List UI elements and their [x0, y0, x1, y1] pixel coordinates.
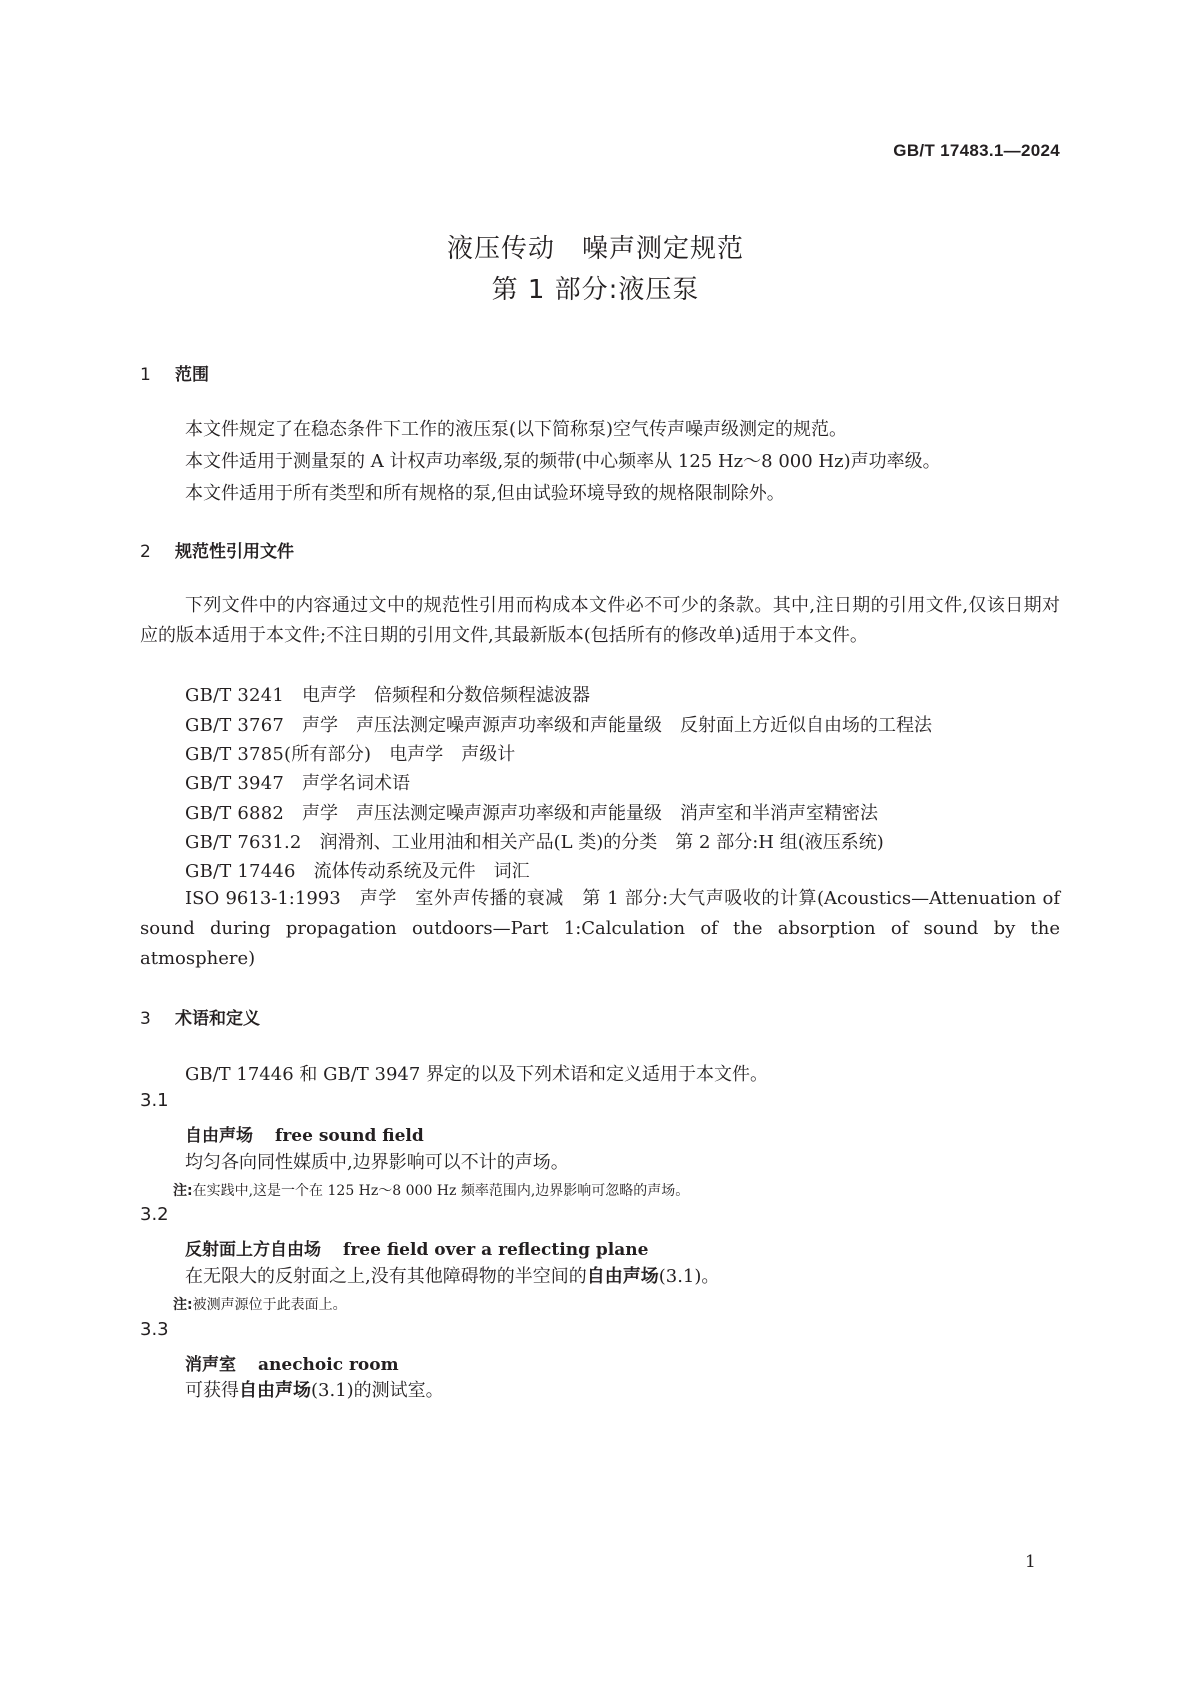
- reference-code: GB/T 6882: [185, 803, 285, 824]
- reference-title: 润滑剂、工业用油和相关产品(L 类)的分类 第 2 部分:H 组(液压系统): [319, 832, 884, 853]
- intro-paragraph: 下列文件中的内容通过文中的规范性引用而构成本文件必不可少的条款。其中,注日期的引用文件,仅该日期对应的版本适用于本文件;不注日期的引用文件,其最新版本(包括所有的修改单)适用于本文件。: [140, 595, 1060, 646]
- document-number: GB/T 17483.1—2024: [893, 141, 1060, 160]
- reference-title: 电声学 声级计: [389, 744, 516, 765]
- note: [173, 1180, 689, 1200]
- note-label: 注:: [173, 1183, 193, 1199]
- iso-reference: ISO 9613-1:1993 声学 室外声传播的衰减 第 1 部分:大气声吸收的计算(Acoustics—Attenuation of sound during propagation outdoors—Part 1:Calculation of the absorption of sound by the atmosphere): [140, 888, 1060, 969]
- term-reference: 自由声场: [239, 1380, 311, 1401]
- term-en: anechoic room: [258, 1355, 399, 1375]
- page-number: 1: [1025, 1552, 1036, 1572]
- reference-code: GB/T 3785(所有部分): [185, 744, 372, 765]
- reference-item: [185, 857, 530, 883]
- reference-item: [185, 711, 932, 737]
- reference-title: 声学名词术语: [302, 773, 411, 794]
- reference-code: GB/T 17446: [185, 861, 296, 882]
- reference-title: 电声学 倍频程和分数倍频程滤波器: [302, 685, 591, 706]
- reference-item: [185, 740, 515, 766]
- term-en: free sound field: [275, 1126, 424, 1146]
- term-zh: 消声室: [185, 1355, 236, 1375]
- term-zh: 反射面上方自由场: [185, 1240, 321, 1260]
- term-definition: 均匀各向同性媒质中,边界影响可以不计的声场。: [185, 1152, 569, 1173]
- section-3-heading: [140, 1004, 260, 1029]
- document-title-line2: 第 1 部分:液压泵: [491, 275, 700, 305]
- paragraph: 本文件规定了在稳态条件下工作的液压泵(以下简称泵)空气传声噪声级测定的规范。: [185, 419, 848, 440]
- section-1-heading: [140, 360, 209, 385]
- reference-title: 声学 声压法测定噪声源声功率级和声能量级 反射面上方近似自由场的工程法: [302, 715, 933, 736]
- term-definition: [185, 1262, 719, 1288]
- document-title-line1: 液压传动 噪声测定规范: [446, 234, 744, 264]
- reference-title: 流体传动系统及元件 词汇: [313, 861, 530, 882]
- term-reference: 自由声场: [586, 1266, 659, 1287]
- reference-item: [185, 769, 410, 795]
- note-text: 被测声源位于此表面上。: [192, 1297, 347, 1313]
- reference-code: GB/T 3767: [185, 715, 285, 736]
- term-en: free field over a reflecting plane: [343, 1240, 649, 1260]
- section-number: 2: [140, 542, 151, 562]
- clause-number: 3.3: [140, 1319, 169, 1340]
- note-label: 注:: [173, 1297, 193, 1313]
- section-2-heading: [140, 537, 294, 562]
- reference-item: [185, 828, 884, 854]
- section-title: 规范性引用文件: [175, 542, 294, 562]
- definition-text: (3.1)的测试室。: [311, 1380, 444, 1401]
- section-number: 3: [140, 1009, 151, 1029]
- paragraph: GB/T 17446 和 GB/T 3947 界定的以及下列术语和定义适用于本文件。: [185, 1064, 769, 1085]
- term-heading: [185, 1235, 648, 1260]
- definition-text: 可获得: [185, 1380, 239, 1401]
- note-text: 在实践中,这是一个在 125 Hz～8 000 Hz 频率范围内,边界影响可忽略的声场。: [192, 1183, 690, 1199]
- reference-code: GB/T 3241: [185, 685, 285, 706]
- clause-number: 3.1: [140, 1090, 169, 1111]
- term-heading: [185, 1350, 399, 1375]
- term-definition: [185, 1376, 444, 1402]
- definition-text: 在无限大的反射面之上,没有其他障碍物的半空间的: [185, 1266, 587, 1287]
- term-heading: [185, 1121, 424, 1146]
- term-zh: 自由声场: [185, 1126, 253, 1146]
- paragraph: 本文件适用于所有类型和所有规格的泵,但由试验环境导致的规格限制除外。: [185, 483, 785, 504]
- reference-item: [185, 799, 878, 825]
- section-number: 1: [140, 365, 151, 385]
- reference-code: GB/T 3947: [185, 773, 285, 794]
- reference-title: 声学 声压法测定噪声源声功率级和声能量级 消声室和半消声室精密法: [302, 803, 879, 824]
- clause-number: 3.2: [140, 1204, 169, 1225]
- paragraph: 本文件适用于测量泵的 A 计权声功率级,泵的频带(中心频率从 125 Hz～8 000 Hz)声功率级。: [185, 451, 941, 472]
- definition-text: (3.1)。: [658, 1266, 720, 1287]
- section-title: 范围: [175, 365, 209, 385]
- reference-code: GB/T 7631.2: [185, 832, 302, 853]
- section-title: 术语和定义: [175, 1009, 260, 1029]
- reference-item: [185, 681, 590, 707]
- note: [173, 1294, 347, 1314]
